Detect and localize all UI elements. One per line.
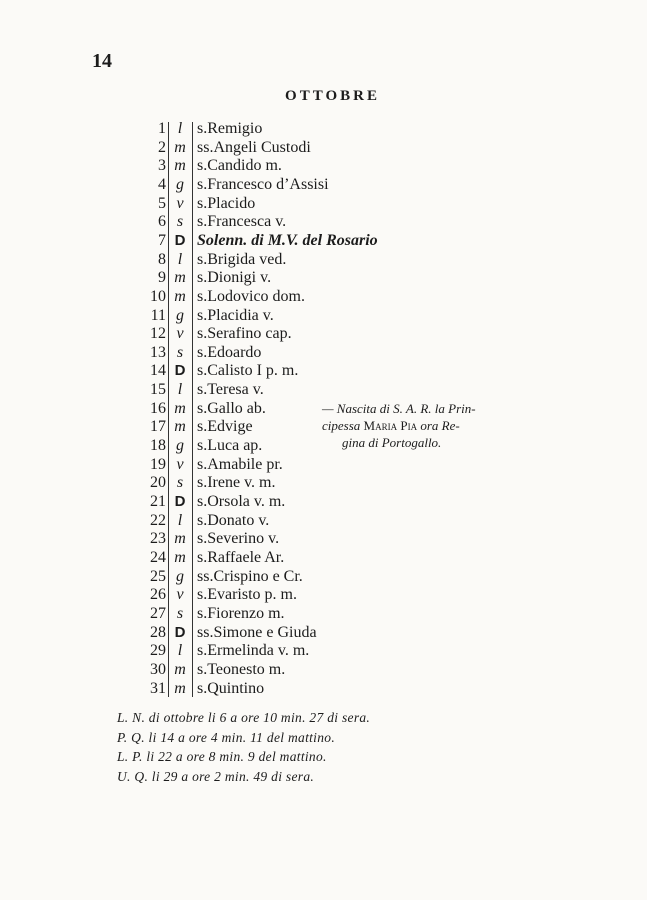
day-row — [0, 268, 460, 287]
saint-name: ss.Angeli Custodi — [197, 138, 311, 156]
saint-name: s.Evaristo p. m. — [197, 586, 297, 604]
day-row — [0, 194, 460, 213]
saint-name: s.Serafino cap. — [197, 325, 292, 343]
saint-name: ss.Crispino e Cr. — [197, 567, 303, 585]
day-row — [0, 585, 460, 604]
day-number: 26 — [150, 586, 166, 604]
weekday-letter: D — [174, 231, 186, 249]
day-row — [0, 492, 460, 511]
day-number: 22 — [150, 511, 166, 529]
day-number: 16 — [150, 399, 166, 417]
day-row — [0, 156, 460, 175]
day-row — [0, 250, 460, 269]
page-number: 14 — [92, 50, 112, 72]
day-row — [0, 231, 460, 250]
day-number: 1 — [158, 120, 166, 137]
moon-phase-line: U. Q. li 29 a ore 2 min. 49 di sera. — [117, 768, 315, 784]
day-number: 14 — [150, 362, 166, 380]
weekday-letter: v — [176, 455, 184, 473]
day-row — [0, 361, 460, 380]
saint-name: s.Orsola v. m. — [197, 493, 286, 510]
day-number: 17 — [150, 418, 166, 436]
moon-phase-line: L. P. li 22 a ore 8 min. 9 del mattino. — [117, 749, 327, 764]
day-number: 29 — [150, 642, 166, 660]
day-row — [0, 660, 460, 679]
day-row — [0, 623, 460, 642]
day-number: 27 — [150, 604, 166, 622]
day-number: 24 — [150, 548, 166, 566]
weekday-letter: m — [174, 269, 186, 287]
saint-name: s.Severino v. — [197, 530, 280, 548]
day-number: 5 — [158, 194, 166, 212]
saint-name: s.Brigida ved. — [197, 250, 287, 268]
day-row — [0, 679, 460, 698]
saint-name: s.Remigio — [197, 120, 263, 137]
weekday-letter: m — [174, 287, 186, 305]
day-number: 2 — [158, 138, 166, 156]
note-name: Maria Pia — [363, 418, 418, 433]
day-number: 6 — [158, 213, 166, 231]
weekday-letter: s — [176, 213, 184, 231]
day-number: 4 — [158, 175, 166, 193]
saint-name: s.Ermelinda v. m. — [197, 642, 310, 660]
day-number: 8 — [158, 250, 166, 268]
day-number: 10 — [150, 287, 166, 305]
saint-name: s.Donato v. — [197, 511, 270, 529]
saint-name: s.Edvige — [197, 418, 253, 436]
note-line-1: — Nascita di S. A. R. la Prin- — [322, 401, 476, 416]
saint-name: s.Candido m. — [197, 157, 282, 175]
day-row — [0, 529, 460, 548]
saint-name: s.Edoardo — [197, 343, 262, 361]
weekday-letter: g — [176, 175, 184, 193]
saint-name: s.Teonesto m. — [197, 660, 286, 678]
saint-name: s.Francesco d’Assisi — [197, 175, 329, 193]
day-number: 9 — [158, 269, 166, 287]
day-number: 21 — [150, 493, 166, 510]
weekday-letter: m — [174, 418, 186, 436]
day-row — [0, 343, 460, 362]
day-number: 7 — [158, 231, 166, 249]
birth-note — [322, 400, 552, 451]
day-row — [0, 380, 460, 399]
saint-name: s.Dionigi v. — [197, 269, 272, 287]
saint-name: s.Francesca v. — [197, 213, 287, 231]
saint-name: s.Raffaele Ar. — [197, 548, 285, 566]
note-text: cipessa — [322, 418, 364, 433]
day-number: 3 — [158, 157, 166, 175]
saint-name: s.Luca ap. — [197, 437, 263, 455]
day-row — [0, 548, 460, 567]
day-number: 20 — [150, 474, 166, 492]
saint-name: s.Gallo ab. — [197, 399, 266, 417]
moon-phases — [117, 708, 370, 786]
day-row — [0, 306, 460, 325]
day-number: 28 — [150, 623, 166, 641]
day-number: 30 — [150, 660, 166, 678]
note-line-2 — [322, 417, 552, 434]
weekday-letter: D — [174, 623, 186, 641]
weekday-letter: l — [177, 381, 183, 399]
weekday-letter: m — [174, 660, 186, 678]
weekday-letter: v — [176, 586, 184, 604]
weekday-letter: m — [174, 157, 186, 175]
day-row — [0, 324, 460, 343]
day-number: 23 — [150, 530, 166, 548]
weekday-letter: l — [177, 250, 183, 268]
day-number: 31 — [150, 679, 166, 697]
weekday-letter: s — [176, 343, 184, 361]
day-row — [0, 567, 460, 586]
weekday-letter: v — [176, 325, 184, 343]
saint-name: s.Teresa v. — [197, 381, 264, 399]
saint-name: Solenn. di M.V. del Rosario — [197, 231, 378, 249]
weekday-letter: D — [174, 493, 186, 510]
day-number: 19 — [150, 455, 166, 473]
day-row — [0, 473, 460, 492]
note-line-3: gina di Portogallo. — [342, 435, 442, 450]
weekday-letter: m — [174, 530, 186, 548]
weekday-letter: l — [177, 642, 183, 660]
weekday-letter: l — [177, 511, 183, 529]
day-row — [0, 641, 460, 660]
weekday-letter: m — [174, 548, 186, 566]
day-row — [0, 138, 460, 157]
day-row — [0, 511, 460, 530]
day-row — [0, 287, 460, 306]
weekday-letter: g — [176, 567, 184, 585]
weekday-letter: m — [174, 399, 186, 417]
saint-name: s.Irene v. m. — [197, 474, 276, 492]
weekday-letter: m — [174, 138, 186, 156]
weekday-letter: g — [176, 437, 184, 455]
day-row — [0, 604, 460, 623]
saint-name: s.Quintino — [197, 679, 265, 697]
day-row — [0, 455, 460, 474]
weekday-letter: l — [177, 120, 183, 137]
weekday-letter: m — [174, 679, 186, 697]
saint-name: s.Lodovico dom. — [197, 287, 305, 305]
day-number: 25 — [150, 567, 166, 585]
day-number: 13 — [150, 343, 166, 361]
day-row — [0, 119, 460, 138]
day-number: 15 — [150, 381, 166, 399]
day-row — [0, 212, 460, 231]
moon-phase-line: P. Q. li 14 a ore 4 min. 11 del mattino. — [117, 729, 335, 745]
saint-name: s.Fiorenzo m. — [197, 604, 285, 622]
day-number: 18 — [150, 437, 166, 455]
saint-name: s.Placido — [197, 194, 256, 212]
month-title: OTTOBRE — [285, 88, 380, 104]
day-number: 12 — [150, 325, 166, 343]
note-text: ora Re- — [417, 418, 460, 433]
weekday-letter: D — [174, 362, 186, 380]
day-number: 11 — [150, 306, 166, 324]
saint-name: s.Amabile pr. — [197, 455, 283, 473]
weekday-letter: s — [176, 474, 184, 492]
weekday-letter: s — [176, 604, 184, 622]
day-row — [0, 175, 460, 194]
saint-name: ss.Simone e Giuda — [197, 623, 317, 641]
saint-name: s.Calisto I p. m. — [197, 362, 299, 380]
weekday-letter: g — [176, 306, 184, 324]
saint-name: s.Placidia v. — [197, 306, 274, 324]
weekday-letter: v — [176, 194, 184, 212]
moon-phase-line: L. N. di ottobre li 6 a ore 10 min. 27 di sera. — [117, 710, 371, 725]
